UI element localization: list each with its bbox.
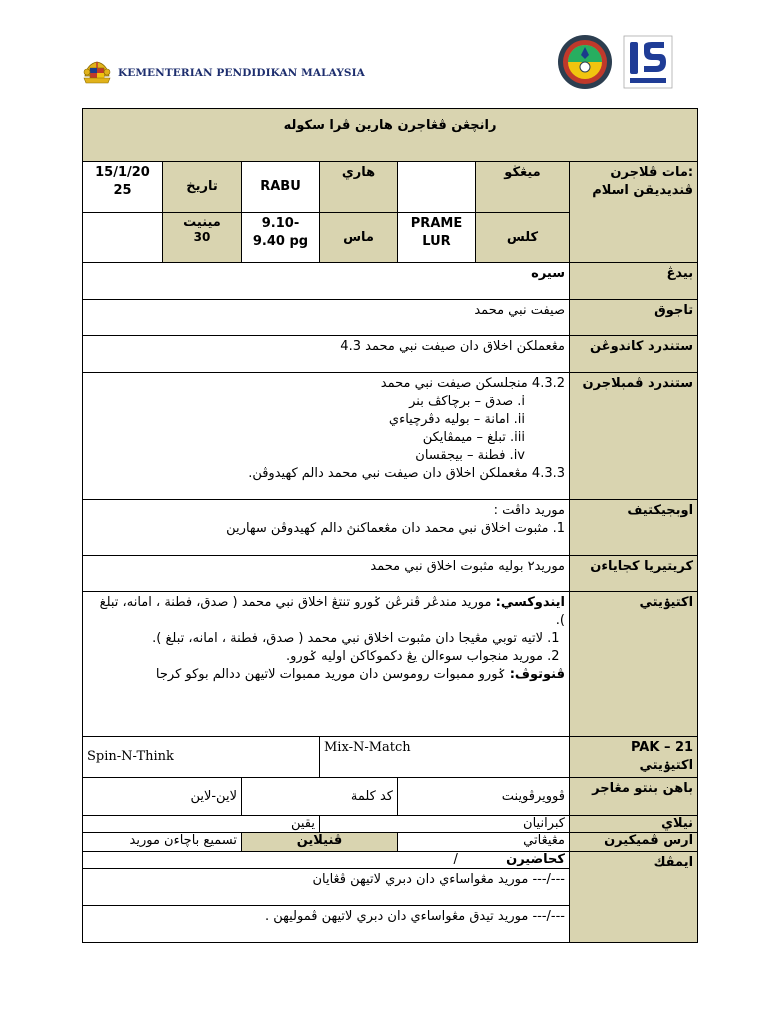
day-value: RABU (242, 162, 320, 213)
impak-label: ايمڤك (570, 852, 698, 943)
subject-label: :مات ڤلاجرن ڤنديديقن اسلام (570, 162, 698, 263)
induksi-text: موريد مندڠر ڤنرڠن ݢورو تنتڠ اخلاق نبي محمد ( صدق، فطنة ، امانه، تبلغ ). (99, 595, 565, 628)
time-label: ماس (320, 213, 398, 263)
objektif-label: اوبجيكتيف (570, 500, 698, 556)
aktiviti-item: 2. موريد منجواب سوءالن يڠ دكموكاكن اوليه ݢورو. (87, 648, 543, 666)
ministry-name: KEMENTERIAN PENDIDIKAN MALAYSIA (118, 67, 365, 79)
kriteria-value: موريد٢ بوليه مثبوت اخلاق نبي محمد (83, 556, 570, 592)
penutup-text: ݢورو ممبوات روموسن دان موريد ممبوات لاتيهن ددالم بوكو كرجا (155, 667, 506, 682)
class-label: كلس (476, 213, 570, 263)
kriteria-label: كريتيريا كجاياءن (570, 556, 698, 592)
page-title: رانچڠن ڤڠاجرن هارين ڤرا سكوله (83, 109, 698, 162)
standard-pembelajaran-value (83, 373, 570, 500)
bidang-label: بيدڠ (570, 263, 698, 300)
impak-heading: كحاضيرن (506, 852, 565, 867)
standard-pembelajaran-label: ستندرد ڤمبلاجرن (570, 373, 698, 500)
bbm-value-1: ڤوويرڤوينت (398, 778, 570, 816)
is-logo-icon (622, 34, 674, 90)
duration-label: مينيت (183, 215, 221, 230)
emk-value-3: تسميع باچاءن موريد (83, 833, 242, 852)
malaysia-coat-of-arms-icon (82, 60, 112, 86)
emk-value-1: مڠيڠاتي (398, 833, 570, 852)
duration-cell (163, 213, 242, 263)
date-label: تاريخ (163, 162, 242, 213)
induksi-paragraph (87, 594, 565, 630)
aktiviti-label: اكتيۏيتي (570, 592, 698, 737)
bidang-value: سيره (83, 263, 570, 300)
sp-list (87, 393, 565, 465)
aktiviti-value (83, 592, 570, 737)
objektif-intro: موريد داڤت : (493, 503, 565, 518)
sp-item: i. صدق – برچاكڤ بنر (409, 394, 525, 409)
penutup-paragraph (87, 666, 565, 684)
sp-heading: 4.3.2 منجلسكن صيفت نبي محمد (380, 376, 565, 391)
emk-value-2: ڤنيلاين (242, 833, 398, 852)
pak21-mix-n-match: Mix-N-Match (320, 737, 570, 778)
impak-heading-row (83, 852, 570, 869)
objektif-item: 1. مثبوت اخلاق نبي محمد دان مڠعماكنڽ دالم كهيدوڤن سهارين (226, 521, 565, 536)
pak21-label: 21 – PAK اكتيۏيتي (570, 737, 698, 778)
page-header (0, 0, 768, 100)
objektif-value (83, 500, 570, 556)
nilai-value-1: كبرانيان (320, 816, 570, 833)
sp-item: ii. امانة – بوليه دڤرچياءي (388, 412, 525, 427)
lesson-plan-table (82, 108, 698, 943)
tajuk-label: تاجوق (570, 300, 698, 336)
impak-line-1: ---/--- موريد مڠواساءي دان دبري لاتيهن ڤڠايان (83, 869, 570, 906)
time-value: 9.10- 9.40 pg (242, 213, 320, 263)
day-label: هاري (320, 162, 398, 213)
impak-line-2: ---/--- موريد تيدق مڠواساءي دان دبري لاتيهن ڤمولیهن . (83, 906, 570, 943)
nilai-label: نيلاي (570, 816, 698, 833)
date-value: 15/1/20 25 (83, 162, 163, 213)
gear-emblem-icon (556, 33, 614, 91)
induksi-label: ايندوكسي: (495, 595, 565, 610)
emk-label: ارس ڤميكيرن (570, 833, 698, 852)
blank-cell (83, 213, 163, 263)
nilai-value-2: يقين (83, 816, 320, 833)
bbm-value-2: كد كلمة (242, 778, 398, 816)
aktiviti-item: 1. لاتيه توبي مڠيجا دان مثبوت اخلاق نبي محمد ( صدق، فطنة ، امانه، تبلغ ). (87, 630, 543, 648)
penutup-label: ڤنوتوڤ: (509, 667, 565, 682)
duration-value: 30 (193, 230, 211, 244)
pak21-spin-n-think: Spin-N-Think (83, 737, 320, 778)
ministry-brand (82, 60, 365, 86)
impak-slash: / (453, 852, 458, 867)
partner-logos (556, 33, 674, 91)
week-label: ميڠڬو (476, 162, 570, 213)
standard-kandungan-label: ستندرد كاندوڠن (570, 336, 698, 373)
class-value: PRAME LUR (398, 213, 476, 263)
sp-item: iv. فطنة – بيجقسان (415, 448, 525, 463)
aktiviti-list (87, 630, 565, 666)
sp-footer: 4.3.3 مڠعملكن اخلاق دان صيفت نبي محمد دالم كهيدوڤن. (248, 466, 565, 481)
standard-kandungan-value: مڠعملكن اخلاق دان صيفت نبي محمد 4.3 (83, 336, 570, 373)
tajuk-value: صيفت نبي محمد (83, 300, 570, 336)
sp-item: iii. تبلغ – ميمڤايكن (422, 430, 525, 445)
week-value (398, 162, 476, 213)
bbm-label: باهن بنتو مڠاجر (570, 778, 698, 816)
bbm-value-3: لاين-لاين (83, 778, 242, 816)
